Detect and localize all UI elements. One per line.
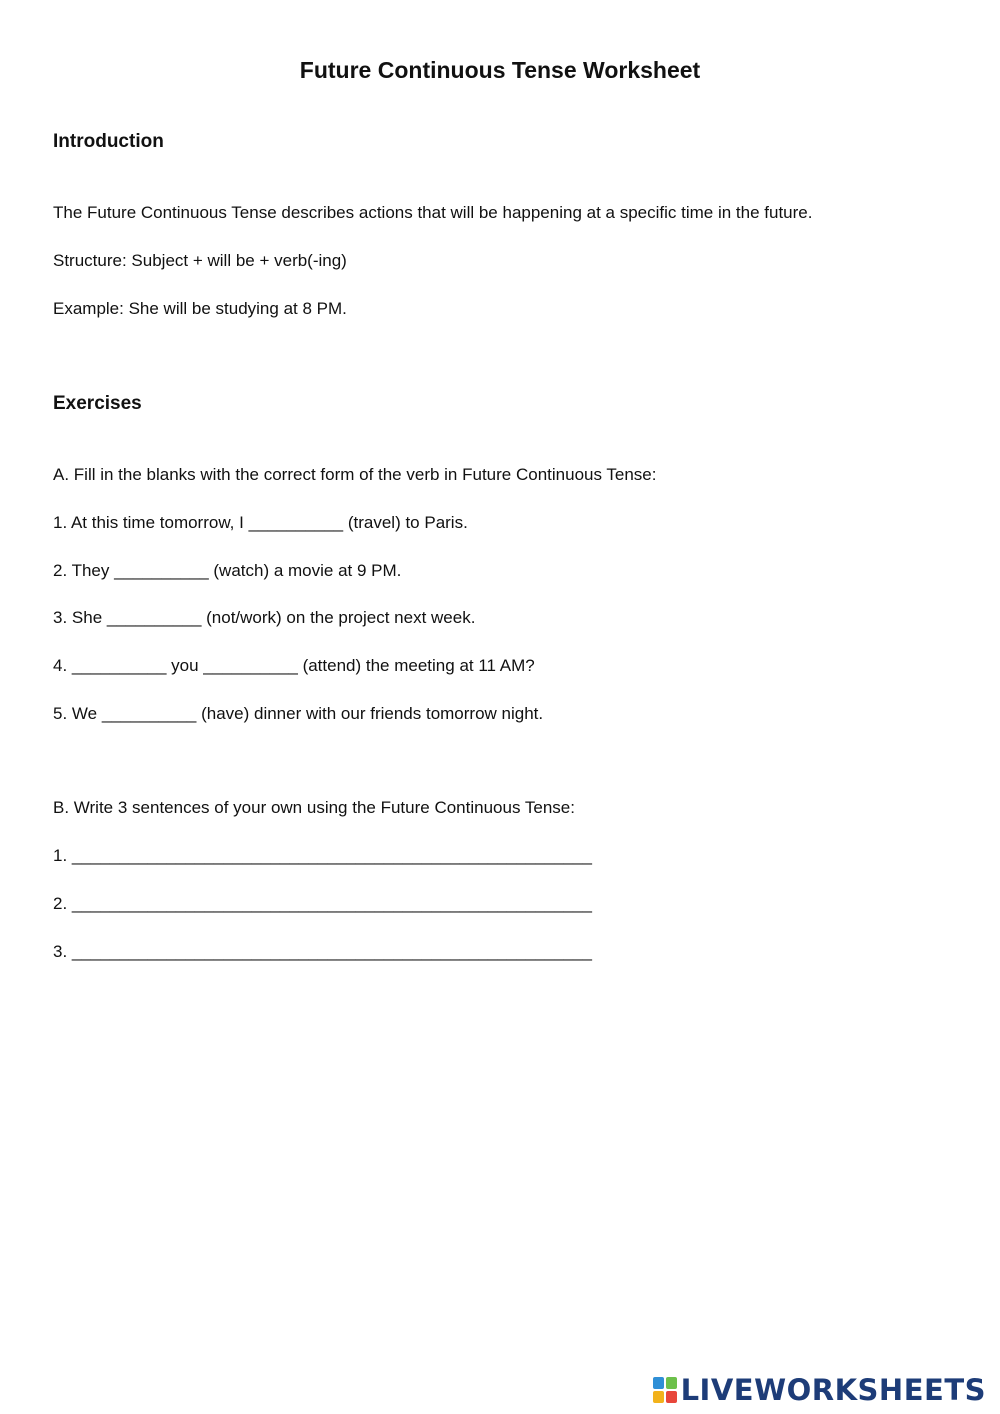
part-b-item: 1. _______________________________________________________ <box>53 846 592 865</box>
exercises-heading: Exercises <box>53 393 142 414</box>
logo-mark-tile <box>653 1377 664 1389</box>
introduction-example: Example: She will be studying at 8 PM. <box>53 299 347 318</box>
page-title: Future Continuous Tense Worksheet <box>299 57 701 83</box>
introduction-structure: Structure: Subject + will be + verb(-ing) <box>53 251 347 270</box>
part-a-item: 4. __________ you __________ (attend) the meeting at 11 AM? <box>53 656 535 675</box>
part-a-item: 2. They __________ (watch) a movie at 9 PM. <box>53 561 402 580</box>
logo-mark-tile <box>653 1391 664 1403</box>
part-b-item: 3. _______________________________________________________ <box>53 942 592 961</box>
introduction-description: The Future Continuous Tense describes actions that will be happening at a specific time in the future. <box>53 203 813 222</box>
liveworksheets-logo-icon <box>653 1377 677 1403</box>
introduction-heading: Introduction <box>53 131 164 152</box>
logo-mark-tile <box>666 1377 677 1389</box>
part-b-item: 2. _______________________________________________________ <box>53 894 592 913</box>
part-a-item: 3. She __________ (not/work) on the project next week. <box>53 608 476 627</box>
liveworksheets-logo-text: LIVEWORKSHEETS <box>680 1373 986 1407</box>
logo-mark-tile <box>666 1391 677 1403</box>
part-a-item: 1. At this time tomorrow, I __________ (travel) to Paris. <box>53 513 468 532</box>
part-b-instruction: B. Write 3 sentences of your own using the Future Continuous Tense: <box>53 798 575 817</box>
part-a-instruction: A. Fill in the blanks with the correct form of the verb in Future Continuous Tense: <box>53 465 657 484</box>
liveworksheets-logo <box>653 1372 986 1408</box>
part-a-item: 5. We __________ (have) dinner with our friends tomorrow night. <box>53 704 544 723</box>
